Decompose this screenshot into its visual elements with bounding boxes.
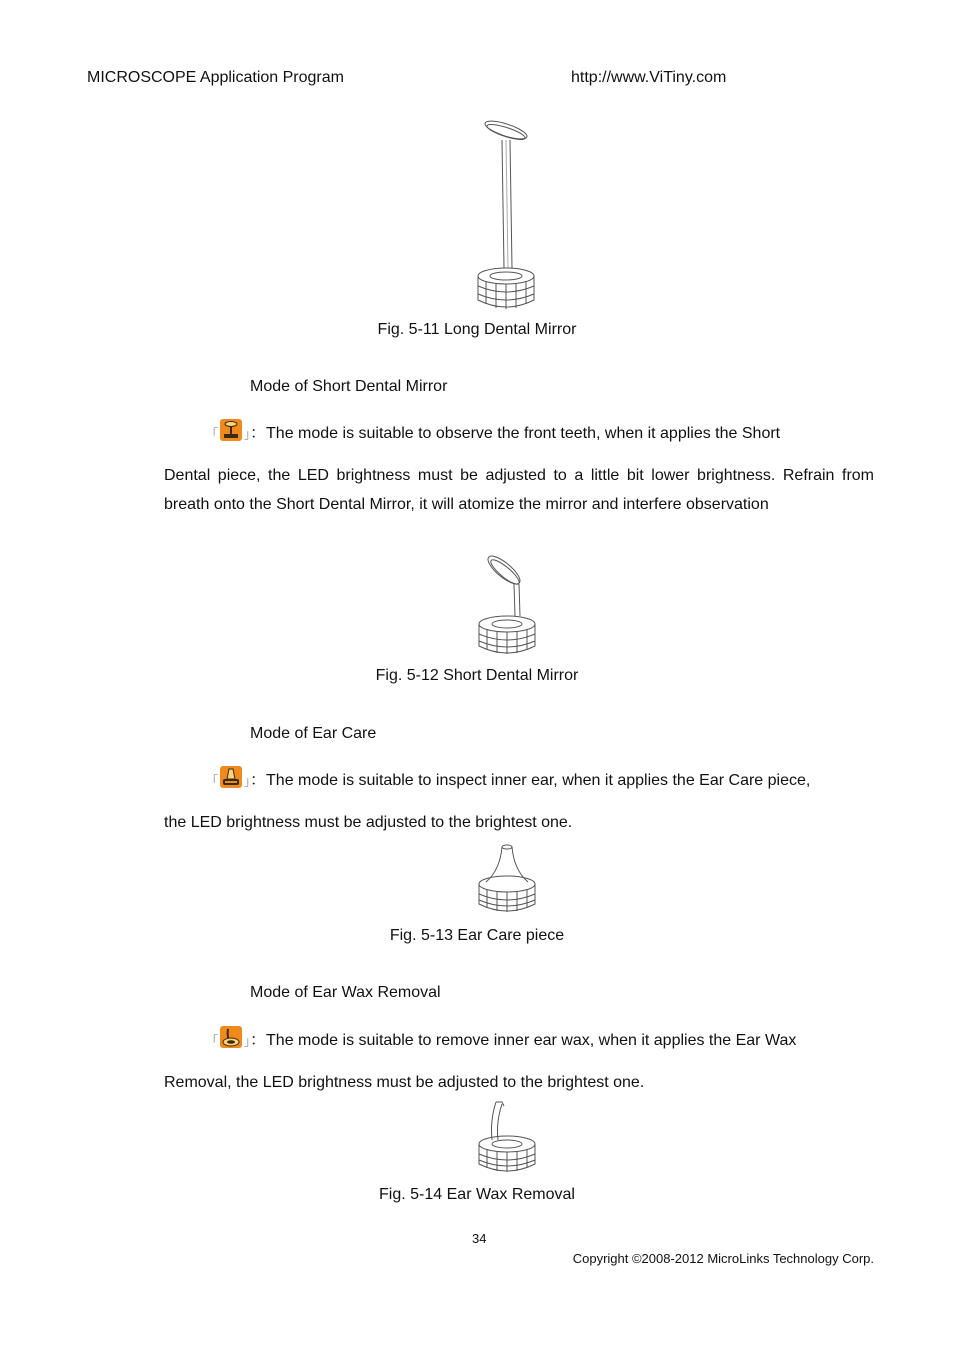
paragraph-ear-wax-removal — [164, 1026, 874, 1097]
copyright-notice: Copyright ©2008-2012 MicroLinks Technology Corp. — [572, 1251, 874, 1266]
mode-title-short-dental-mirror: Mode of Short Dental Mirror — [250, 378, 448, 395]
mode-body-text: Removal, the LED brightness must be adjusted to the brightest one. — [164, 1074, 645, 1091]
mode-title-ear-care: Mode of Ear Care — [250, 725, 377, 742]
header-url: http://www.ViTiny.com — [571, 69, 727, 86]
paragraph-short-dental-mirror — [164, 419, 874, 519]
mode-body-text: the LED brightness must be adjusted to the brightest one. — [164, 814, 573, 831]
ear-wax-removal-figure — [474, 1100, 540, 1180]
figure-caption-5-13: Fig. 5-13 Ear Care piece — [389, 927, 565, 944]
bracket-close: 」 — [244, 1034, 251, 1048]
bracket-close: 」 — [244, 427, 251, 441]
long-dental-mirror-figure — [470, 118, 540, 314]
mode-lead-text: ：The mode is suitable to inspect inner ear, when it applies the Ear Care piece, — [250, 772, 811, 789]
ear-care-piece-figure — [474, 842, 540, 918]
figure-caption-5-11: Fig. 5-11 Long Dental Mirror — [377, 321, 577, 338]
figure-caption-5-12: Fig. 5-12 Short Dental Mirror — [375, 667, 579, 684]
ear-care-mode-icon[interactable] — [220, 766, 242, 788]
mode-title-ear-wax-removal: Mode of Ear Wax Removal — [250, 984, 441, 1001]
bracket-close: 」 — [244, 774, 251, 788]
bracket-open: 「 — [206, 1034, 219, 1048]
mode-lead-text: ：The mode is suitable to remove inner ear wax, when it applies the Ear Wax — [250, 1032, 797, 1049]
short-dental-mirror-figure — [474, 554, 540, 660]
bracket-open: 「 — [206, 774, 219, 788]
figure-caption-5-14: Fig. 5-14 Ear Wax Removal — [379, 1186, 575, 1203]
mode-lead-text: ：The mode is suitable to observe the front teeth, when it applies the Short — [250, 425, 781, 442]
ear-wax-removal-mode-icon[interactable] — [220, 1026, 242, 1048]
paragraph-ear-care — [164, 766, 874, 837]
short-dental-mirror-mode-icon[interactable] — [220, 419, 242, 441]
page-number: 34 — [472, 1231, 487, 1246]
mode-body-text: Dental piece, the LED brightness must be adjusted to a little bit lower brightness. Refrain from breath onto the Short Dental Mirror, it will atomize the mirror and interfere observation — [164, 467, 874, 513]
bracket-open: 「 — [206, 427, 219, 441]
header-title: MICROSCOPE Application Program — [87, 69, 344, 86]
